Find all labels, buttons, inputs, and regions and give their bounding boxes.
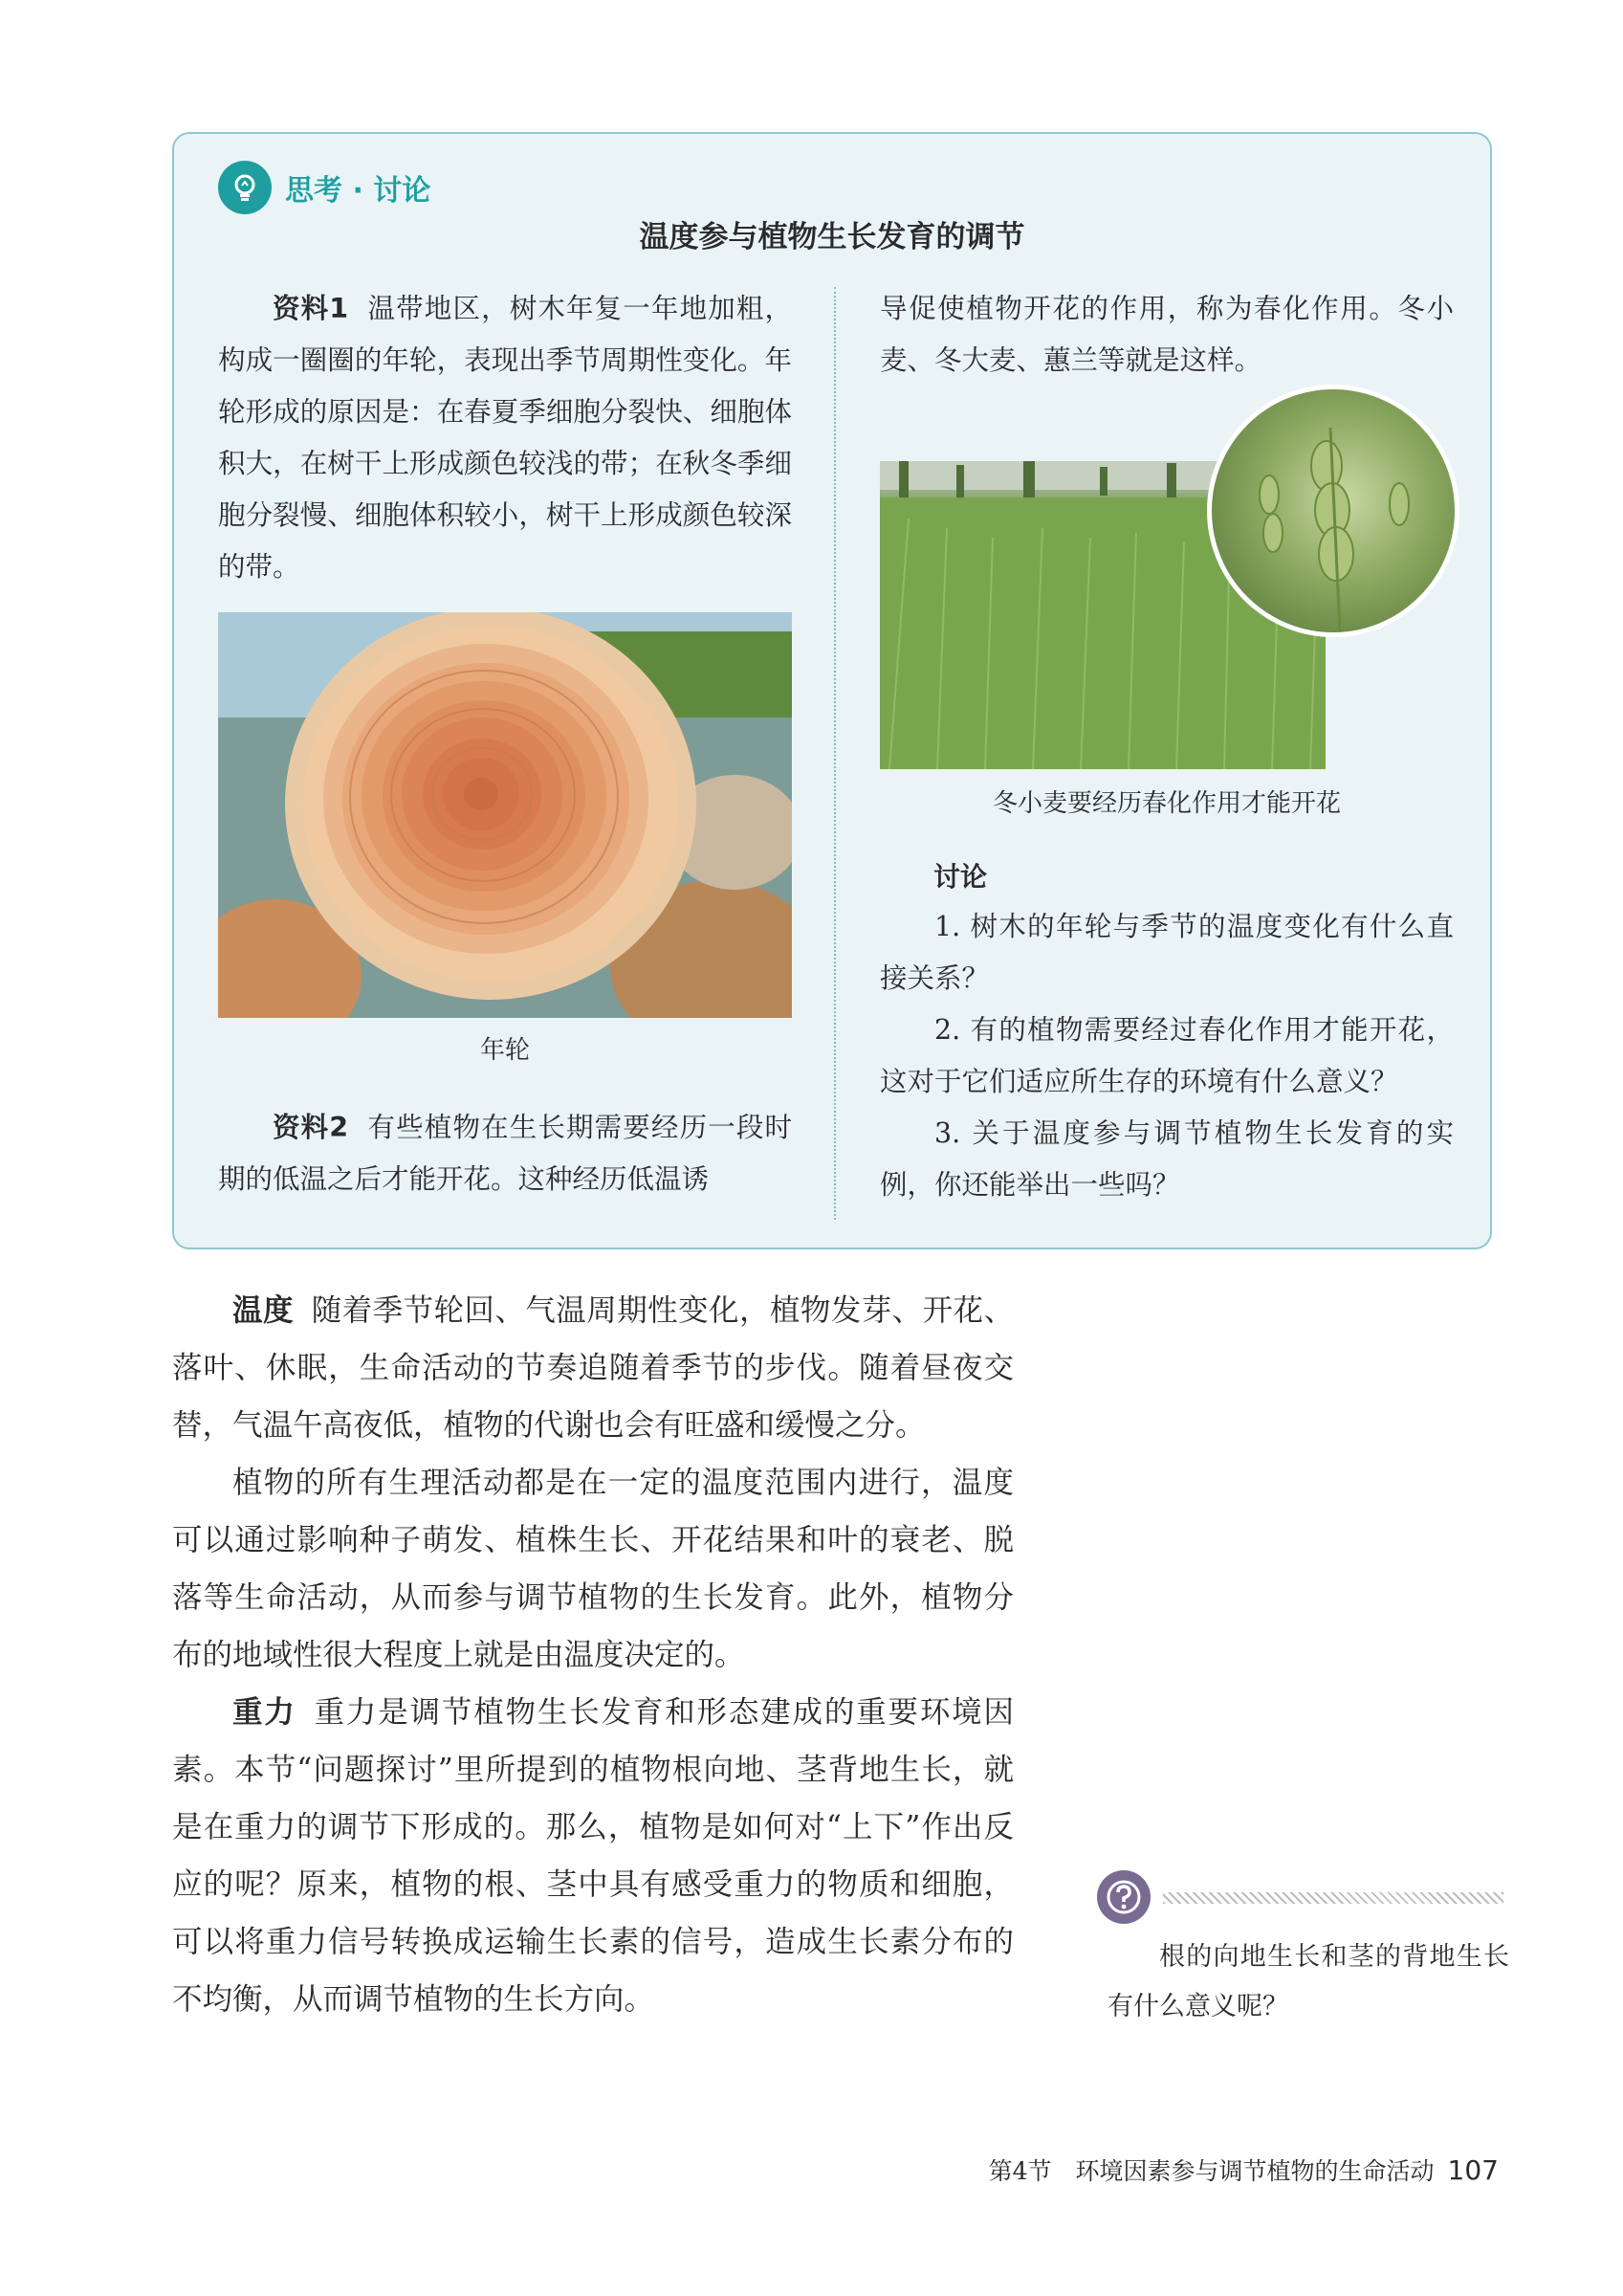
question-2: 2. 有的植物需要经过春化作用才能开花，这对于它们适应所生存的环境有什么意义？ [880,1014,1454,1097]
temperature-label: 温度 [232,1293,294,1328]
main-text [172,1282,1014,2028]
discussion-header [218,161,430,214]
temperature-paragraph-2: 植物的所有生理活动都是在一定的温度范围内进行，温度可以通过影响种子萌发、植株生长、开花结果和叶的衰老、脱落等生命活动，从而参与调节植物的生长发育。此外，植物分布的地域性很大程度上就是由温度决定的。 [172,1466,1014,1672]
material-2-block [218,1102,792,1205]
material-1-label: 资料1 [273,293,349,324]
material-1-text: 温带地区，树木年复一年地加粗，构成一圈圈的年轮，表现出季节周期性变化。年轮形成的原因是：在春夏季细胞分裂快、细胞体积大，在树干上形成颜色较浅的带；在秋冬季细胞分裂慢、细胞体积较小，树干上形成颜色较深的带。 [218,293,792,583]
side-note-text: 根的向地生长和茎的背地生长有什么意义呢？ [1108,1942,1509,2021]
tree-rings-photo [218,612,792,1018]
left-column [218,283,792,593]
footer-section: 第4节 环境因素参与调节植物的生命活动 [988,2157,1435,2185]
wheat-caption: 冬小麦要经历春化作用才能开花 [992,789,1341,818]
material-2-label: 资料2 [273,1112,349,1143]
discussion-title: 温度参与植物生长发育的调节 [639,220,1025,254]
page-number: 107 [1447,2154,1499,2186]
question-1: 1. 树木的年轮与季节的温度变化有什么直接关系？ [880,911,1454,994]
material-2-text: 有些植物在生长期需要经历一段时期的低温之后才能开花。这种经历低温诱 [218,1112,792,1195]
temperature-text: 随着季节轮回、气温周期性变化，植物发芽、开花、落叶、休眠，生命活动的节奏追随着季节的步伐。随着昼夜交替，气温午高夜低，植物的代谢也会有旺盛和缓慢之分。 [172,1293,1014,1443]
tree-caption: 年轮 [479,1036,530,1065]
discussion-label: 思考 · 讨论 [285,174,431,208]
side-note-rule [1163,1892,1503,1904]
column-divider [834,287,836,1220]
page-footer [989,2152,1499,2187]
gravity-text: 重力是调节植物生长发育和形态建成的重要环境因素。本节“问题探讨”里所提到的植物根向地、茎背地生长，就是在重力的调节下形成的。那么，植物是如何对“上下”作出反应的呢？原来，植物的根、茎中具有感受重力的物质和细胞，可以将重力信号转换成运输生长素的信号，造成生长素分布的不均衡，从而调节植物的生长方向。 [172,1695,1014,2017]
discussion-subtitle: 讨论 [933,861,988,893]
right-column [880,283,1454,386]
material-2 [218,1102,792,1205]
gravity-label: 重力 [232,1695,296,1730]
material-1 [218,283,792,593]
lightbulb-icon [218,161,272,214]
gravity-paragraph [172,1684,1014,2028]
discussion-box [172,132,1492,1249]
question-icon [1097,1870,1151,1924]
wheat-ear-closeup [1207,385,1459,637]
discussion-questions [880,853,1454,1211]
question-3: 3. 关于温度参与调节植物生长发育的实例，你还能举出一些吗？ [880,1117,1454,1201]
material-2-continued: 导促使植物开花的作用，称为春化作用。冬小麦、冬大麦、蕙兰等就是这样。 [880,293,1454,376]
temperature-paragraph [172,1282,1014,1454]
